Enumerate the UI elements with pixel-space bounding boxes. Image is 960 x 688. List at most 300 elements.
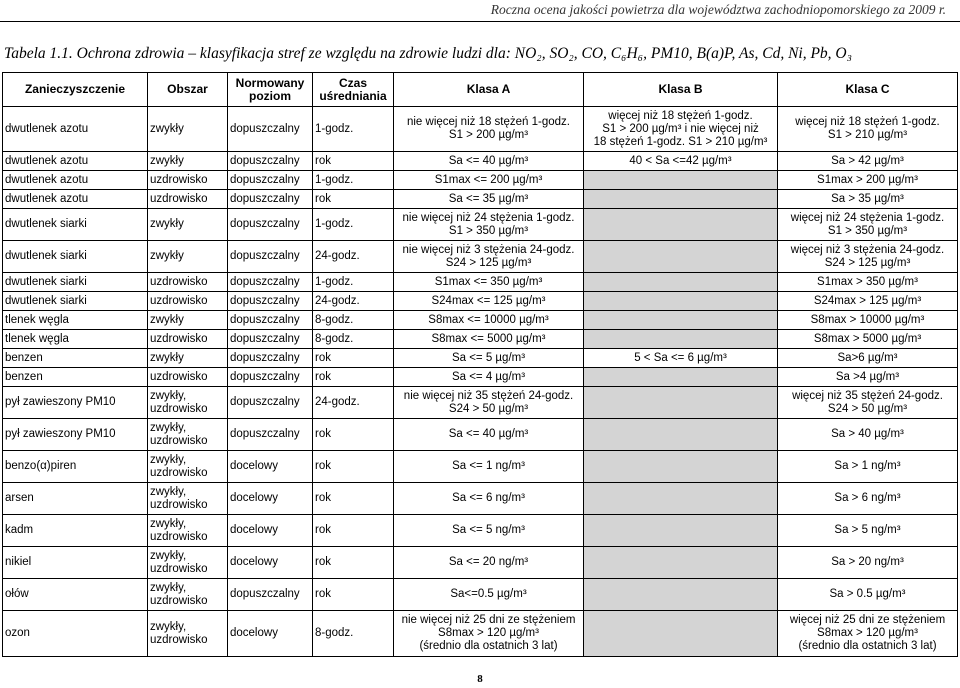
cell-line: dwutlenek siarki <box>5 294 87 307</box>
cell-line: uzdrowisko <box>150 192 208 205</box>
averaging-time-cell <box>313 292 394 311</box>
cell-line: Sa > 0.5 µg/m³ <box>829 588 906 600</box>
class-c-cell <box>778 368 958 387</box>
cell-line: dwutlenek siarki <box>5 275 87 288</box>
cell-line: S24max <= 125 µg/m³ <box>431 294 546 307</box>
standard-level-cell <box>228 419 313 451</box>
cell-line: 40 < Sa <=42 µg/m³ <box>629 154 732 167</box>
pollutant-cell <box>3 190 148 209</box>
cell-line: zwykły, <box>150 581 187 594</box>
header-line: Zanieczyszczenie <box>24 82 126 96</box>
table-row <box>3 292 958 311</box>
area-cell <box>148 451 228 483</box>
cell-line: uzdrowisko <box>150 633 208 646</box>
pollutant-cell <box>3 292 148 311</box>
table-row <box>3 387 958 419</box>
cell-line: 1-godz. <box>315 275 354 288</box>
area-cell <box>148 387 228 419</box>
standard-level-cell <box>228 311 313 330</box>
table-row <box>3 209 958 241</box>
class-a-cell <box>394 547 584 579</box>
pollutant-cell <box>3 451 148 483</box>
cell-line: Sa > 5 ng/m³ <box>834 524 901 536</box>
standard-level-cell <box>228 107 313 152</box>
standard-level-cell <box>228 387 313 419</box>
class-b-cell <box>584 107 778 152</box>
pollutant-cell <box>3 273 148 292</box>
cell-line: nie więcej niż 35 stężeń 24-godz. <box>403 389 574 402</box>
cell-line: zwykły, <box>150 453 187 466</box>
col-area-header <box>148 73 228 107</box>
cell-line: Sa > 35 µg/m³ <box>831 192 904 205</box>
cell-line: dopuszczalny <box>230 250 300 262</box>
table-row <box>3 515 958 547</box>
area-cell <box>148 349 228 368</box>
cell-line: nie więcej niż 18 stężeń 1-godz. <box>406 116 570 128</box>
cell-line: dwutlenek azotu <box>5 192 89 205</box>
cell-line: docelowy <box>230 524 278 536</box>
cell-line: zwykły <box>150 154 184 167</box>
class-c-cell <box>778 611 958 657</box>
table-row <box>3 311 958 330</box>
table-body <box>3 107 958 657</box>
cell-line: uzdrowisko <box>150 275 208 288</box>
class-a-cell <box>394 579 584 611</box>
class-c-cell <box>778 547 958 579</box>
class-c-cell <box>778 292 958 311</box>
area-cell <box>148 107 228 152</box>
area-cell <box>148 273 228 292</box>
empty-class-b-cell <box>584 611 778 657</box>
cell-line: 8-godz. <box>315 332 354 345</box>
table-row <box>3 241 958 273</box>
pollutant-cell <box>3 107 148 152</box>
standard-level-cell <box>228 273 313 292</box>
cell-line: zwykły, <box>150 389 187 402</box>
cell-line: dopuszczalny <box>230 370 300 383</box>
class-a-cell <box>394 209 584 241</box>
cell-line: nie więcej niż 25 dni ze stężeniem <box>401 614 576 626</box>
cell-line: dopuszczalny <box>230 428 300 440</box>
col-class-a-header <box>394 73 584 107</box>
cell-line: Sa <= 20 ng/m³ <box>448 556 529 568</box>
cell-line: tlenek węgla <box>5 313 69 326</box>
class-a-cell <box>394 419 584 451</box>
cell-line: dwutlenek azotu <box>5 122 89 135</box>
cell-line: Sa <= 1 ng/m³ <box>452 460 525 472</box>
class-c-cell <box>778 107 958 152</box>
cell-line: rok <box>315 351 331 364</box>
cell-line: Sa >4 µg/m³ <box>835 370 900 383</box>
pollutant-cell <box>3 547 148 579</box>
cell-line: benzo(α)piren <box>5 460 77 472</box>
table-row <box>3 419 958 451</box>
averaging-time-cell <box>313 171 394 190</box>
cell-line: zwykły, <box>150 549 187 562</box>
table-row <box>3 451 958 483</box>
header-line: Obszar <box>167 82 208 96</box>
running-header: Roczna ocena jakości powietrza dla województwa zachodniopomorskiego za 2009 r. <box>490 2 946 17</box>
area-cell <box>148 579 228 611</box>
cell-line: S24 > 50 µg/m³ <box>827 402 908 415</box>
cell-line: S8max <= 5000 µg/m³ <box>431 332 546 345</box>
cell-line: S24 > 125 µg/m³ <box>824 256 911 269</box>
table-row <box>3 547 958 579</box>
cell-line: docelowy <box>230 492 278 504</box>
area-cell <box>148 515 228 547</box>
cell-line: rok <box>315 556 331 568</box>
cell-line: Sa <= 5 µg/m³ <box>451 351 526 364</box>
cell-line: Sa > 1 ng/m³ <box>834 460 901 472</box>
empty-class-b-cell <box>584 515 778 547</box>
area-cell <box>148 483 228 515</box>
cell-line: zwykły <box>150 218 184 230</box>
cell-line: arsen <box>5 492 34 504</box>
standard-level-cell <box>228 451 313 483</box>
col-standard-level-header <box>228 73 313 107</box>
class-a-cell <box>394 349 584 368</box>
pollutant-cell <box>3 579 148 611</box>
class-c-cell <box>778 152 958 171</box>
class-a-cell <box>394 451 584 483</box>
empty-class-b-cell <box>584 368 778 387</box>
averaging-time-cell <box>313 190 394 209</box>
pollutant-cell <box>3 483 148 515</box>
class-c-cell <box>778 190 958 209</box>
cell-line: Sa <= 6 ng/m³ <box>452 492 525 504</box>
cell-line: docelowy <box>230 627 278 639</box>
averaging-time-cell <box>313 515 394 547</box>
standard-level-cell <box>228 190 313 209</box>
averaging-time-cell <box>313 547 394 579</box>
cell-line: 24-godz. <box>315 294 360 307</box>
empty-class-b-cell <box>584 292 778 311</box>
pollutant-cell <box>3 515 148 547</box>
header-line: poziom <box>249 88 291 103</box>
class-a-cell <box>394 515 584 547</box>
header-line: Klasa C <box>845 82 890 96</box>
area-cell <box>148 171 228 190</box>
standard-level-cell <box>228 152 313 171</box>
pollutant-cell <box>3 419 148 451</box>
table-row <box>3 273 958 292</box>
area-cell <box>148 209 228 241</box>
standard-level-cell <box>228 579 313 611</box>
pollutant-cell <box>3 349 148 368</box>
cell-line: docelowy <box>230 460 278 472</box>
col-class-c-header <box>778 73 958 107</box>
class-c-cell <box>778 273 958 292</box>
cell-line: S8max > 120 µg/m³ <box>438 627 539 639</box>
cell-line: uzdrowisko <box>150 294 208 307</box>
cell-line: nikiel <box>5 556 32 568</box>
empty-class-b-cell <box>584 387 778 419</box>
pollutant-cell <box>3 611 148 657</box>
table-row <box>3 171 958 190</box>
cell-line: uzdrowisko <box>150 466 208 479</box>
standard-level-cell <box>228 515 313 547</box>
area-cell <box>148 311 228 330</box>
cell-line: dwutlenek azotu <box>5 154 89 167</box>
averaging-time-cell <box>313 330 394 349</box>
area-cell <box>148 419 228 451</box>
cell-line: S1 > 200 µg/m³ i nie więcej niż <box>602 122 759 135</box>
table-row <box>3 152 958 171</box>
table-row <box>3 330 958 349</box>
averaging-time-cell <box>313 349 394 368</box>
class-a-cell <box>394 611 584 657</box>
cell-line: zwykły, <box>150 485 187 498</box>
cell-line: ołów <box>5 588 29 600</box>
cell-line: Sa > 6 ng/m³ <box>834 492 901 504</box>
empty-class-b-cell <box>584 311 778 330</box>
cell-line: dopuszczalny <box>230 122 300 135</box>
averaging-time-cell <box>313 579 394 611</box>
cell-line: dopuszczalny <box>230 275 300 288</box>
class-b-cell <box>584 349 778 368</box>
cell-line: Sa<=0.5 µg/m³ <box>450 588 527 600</box>
empty-class-b-cell <box>584 419 778 451</box>
pollutant-cell <box>3 171 148 190</box>
cell-line: ozon <box>5 627 30 639</box>
cell-line: dopuszczalny <box>230 313 300 326</box>
cell-line: S24 > 125 µg/m³ <box>445 256 532 269</box>
cell-line: uzdrowisko <box>150 402 208 415</box>
cell-line: kadm <box>5 524 34 536</box>
cell-line: S8max > 10000 µg/m³ <box>810 313 925 326</box>
cell-line: S8max <= 10000 µg/m³ <box>428 313 549 326</box>
standard-level-cell <box>228 171 313 190</box>
cell-line: Sa <= 4 µg/m³ <box>451 370 526 383</box>
table-row <box>3 107 958 152</box>
cell-line: S1max > 200 µg/m³ <box>817 173 918 186</box>
standard-level-cell <box>228 547 313 579</box>
cell-line: docelowy <box>230 556 278 568</box>
cell-line: uzdrowisko <box>150 370 208 383</box>
empty-class-b-cell <box>584 209 778 241</box>
averaging-time-cell <box>313 311 394 330</box>
cell-line: 24-godz. <box>315 396 360 408</box>
class-c-cell <box>778 330 958 349</box>
table-row <box>3 190 958 209</box>
class-a-cell <box>394 368 584 387</box>
cell-line: więcej niż 18 stężeń 1-godz. <box>608 109 753 122</box>
cell-line: rok <box>315 192 331 205</box>
area-cell <box>148 241 228 273</box>
cell-line: zwykły <box>150 351 184 364</box>
standard-level-cell <box>228 292 313 311</box>
empty-class-b-cell <box>584 190 778 209</box>
cell-line: rok <box>315 524 331 536</box>
pollutant-cell <box>3 209 148 241</box>
cell-line: dopuszczalny <box>230 588 300 600</box>
header-line: Czas <box>338 75 367 90</box>
empty-class-b-cell <box>584 171 778 190</box>
class-a-cell <box>394 107 584 152</box>
empty-class-b-cell <box>584 330 778 349</box>
classification-table <box>2 72 958 657</box>
averaging-time-cell <box>313 483 394 515</box>
standard-level-cell <box>228 330 313 349</box>
area-cell <box>148 292 228 311</box>
class-a-cell <box>394 241 584 273</box>
averaging-time-cell <box>313 209 394 241</box>
area-cell <box>148 547 228 579</box>
cell-line: uzdrowisko <box>150 498 208 511</box>
cell-line: benzen <box>5 351 43 364</box>
cell-line: 5 < Sa <= 6 µg/m³ <box>634 351 727 364</box>
cell-line: zwykły, <box>150 620 187 633</box>
class-a-cell <box>394 311 584 330</box>
class-c-cell <box>778 579 958 611</box>
header-line: Klasa B <box>658 82 703 96</box>
class-a-cell <box>394 273 584 292</box>
cell-line: pył zawieszony PM10 <box>5 396 116 408</box>
averaging-time-cell <box>313 419 394 451</box>
class-c-cell <box>778 209 958 241</box>
table-row <box>3 579 958 611</box>
cell-line: 1-godz. <box>315 218 354 230</box>
cell-line: dwutlenek azotu <box>5 173 89 186</box>
cell-line: uzdrowisko <box>150 562 208 575</box>
averaging-time-cell <box>313 273 394 292</box>
cell-line: S1 > 350 µg/m³ <box>448 224 529 237</box>
cell-line: dopuszczalny <box>230 396 300 408</box>
cell-line: dopuszczalny <box>230 294 300 307</box>
cell-line: pył zawieszony PM10 <box>5 428 116 440</box>
class-c-cell <box>778 171 958 190</box>
cell-line: S1 > 350 µg/m³ <box>827 224 908 237</box>
standard-level-cell <box>228 611 313 657</box>
class-a-cell <box>394 330 584 349</box>
cell-line: więcej niż 3 stężenia 24-godz. <box>790 243 945 256</box>
pollutant-cell <box>3 368 148 387</box>
cell-line: rok <box>315 588 331 600</box>
cell-line: rok <box>315 460 331 472</box>
averaging-time-cell <box>313 387 394 419</box>
cell-line: rok <box>315 154 331 167</box>
page-number: 8 <box>477 673 483 685</box>
cell-line: dopuszczalny <box>230 332 300 345</box>
cell-line: Sa>6 µg/m³ <box>837 351 898 364</box>
empty-class-b-cell <box>584 579 778 611</box>
cell-line: więcej niż 18 stężeń 1-godz. <box>795 116 940 128</box>
col-averaging-time-header <box>313 73 394 107</box>
cell-line: zwykły <box>150 250 184 262</box>
class-c-cell <box>778 311 958 330</box>
class-a-cell <box>394 171 584 190</box>
cell-line: dwutlenek siarki <box>5 250 87 262</box>
cell-line: S8max > 5000 µg/m³ <box>813 332 922 345</box>
class-c-cell <box>778 241 958 273</box>
empty-class-b-cell <box>584 241 778 273</box>
cell-line: 18 stężeń 1-godz. S1 > 210 µg/m³ <box>593 135 768 148</box>
cell-line: rok <box>315 492 331 504</box>
cell-line: Sa <= 40 µg/m³ <box>448 154 529 167</box>
class-c-cell <box>778 515 958 547</box>
class-c-cell <box>778 387 958 419</box>
header-line: uśredniania <box>319 88 387 103</box>
table-caption: Tabela 1.1. Ochrona zdrowia – klasyfikacja stref ze względu na zdrowie ludzi dla: NO₂, SO₂, CO, C₆H₆, PM10, B(a)P, As, Cd, Ni, Pb, O₃ <box>4 45 853 62</box>
cell-line: Sa <= 35 µg/m³ <box>448 192 529 205</box>
header-line: Normowany <box>235 75 305 90</box>
standard-level-cell <box>228 209 313 241</box>
cell-line: zwykły <box>150 122 184 135</box>
cell-line: 1-godz. <box>315 122 354 135</box>
cell-line: uzdrowisko <box>150 434 208 447</box>
cell-line: dopuszczalny <box>230 351 300 364</box>
cell-line: S1 > 210 µg/m³ <box>827 129 908 141</box>
pollutant-cell <box>3 152 148 171</box>
averaging-time-cell <box>313 611 394 657</box>
averaging-time-cell <box>313 368 394 387</box>
class-c-cell <box>778 349 958 368</box>
class-c-cell <box>778 419 958 451</box>
empty-class-b-cell <box>584 273 778 292</box>
cell-line: nie więcej niż 24 stężenia 1-godz. <box>402 211 575 224</box>
cell-line: więcej niż 25 dni ze stężeniem <box>789 614 946 626</box>
class-a-cell <box>394 483 584 515</box>
cell-line: S1max > 350 µg/m³ <box>817 275 918 288</box>
header-rule <box>0 21 960 22</box>
area-cell <box>148 152 228 171</box>
cell-line: S1max <= 200 µg/m³ <box>434 173 543 186</box>
standard-level-cell <box>228 483 313 515</box>
cell-line: dwutlenek siarki <box>5 218 87 230</box>
averaging-time-cell <box>313 451 394 483</box>
class-a-cell <box>394 190 584 209</box>
class-a-cell <box>394 387 584 419</box>
cell-line: uzdrowisko <box>150 530 208 543</box>
cell-line: dopuszczalny <box>230 173 300 186</box>
cell-line: uzdrowisko <box>150 594 208 607</box>
cell-line: (średnio dla ostatnich 3 lat) <box>798 640 937 652</box>
cell-line: rok <box>315 370 331 383</box>
pollutant-cell <box>3 241 148 273</box>
averaging-time-cell <box>313 152 394 171</box>
pollutant-cell <box>3 311 148 330</box>
header-line: Klasa A <box>466 82 511 96</box>
cell-line: (średnio dla ostatnich 3 lat) <box>419 640 558 652</box>
empty-class-b-cell <box>584 451 778 483</box>
cell-line: uzdrowisko <box>150 332 208 345</box>
cell-line: S24max > 125 µg/m³ <box>813 294 922 307</box>
cell-line: więcej niż 35 stężeń 24-godz. <box>792 389 943 402</box>
averaging-time-cell <box>313 107 394 152</box>
class-b-cell <box>584 152 778 171</box>
class-a-cell <box>394 152 584 171</box>
class-a-cell <box>394 292 584 311</box>
cell-line: więcej niż 24 stężenia 1-godz. <box>790 211 945 224</box>
table-row <box>3 349 958 368</box>
table-row <box>3 483 958 515</box>
area-cell <box>148 611 228 657</box>
cell-line: 8-godz. <box>315 627 354 639</box>
cell-line: dopuszczalny <box>230 192 300 205</box>
cell-line: Sa <= 40 µg/m³ <box>448 428 529 440</box>
cell-line: zwykły <box>150 313 184 326</box>
pollutant-cell <box>3 387 148 419</box>
table-header-row <box>3 73 958 107</box>
empty-class-b-cell <box>584 483 778 515</box>
cell-line: zwykły, <box>150 517 187 530</box>
cell-line: zwykły, <box>150 421 187 434</box>
cell-line: S1 > 200 µg/m³ <box>448 129 529 141</box>
area-cell <box>148 368 228 387</box>
area-cell <box>148 190 228 209</box>
cell-line: Sa > 42 µg/m³ <box>831 154 904 167</box>
col-pollutant-header <box>3 73 148 107</box>
